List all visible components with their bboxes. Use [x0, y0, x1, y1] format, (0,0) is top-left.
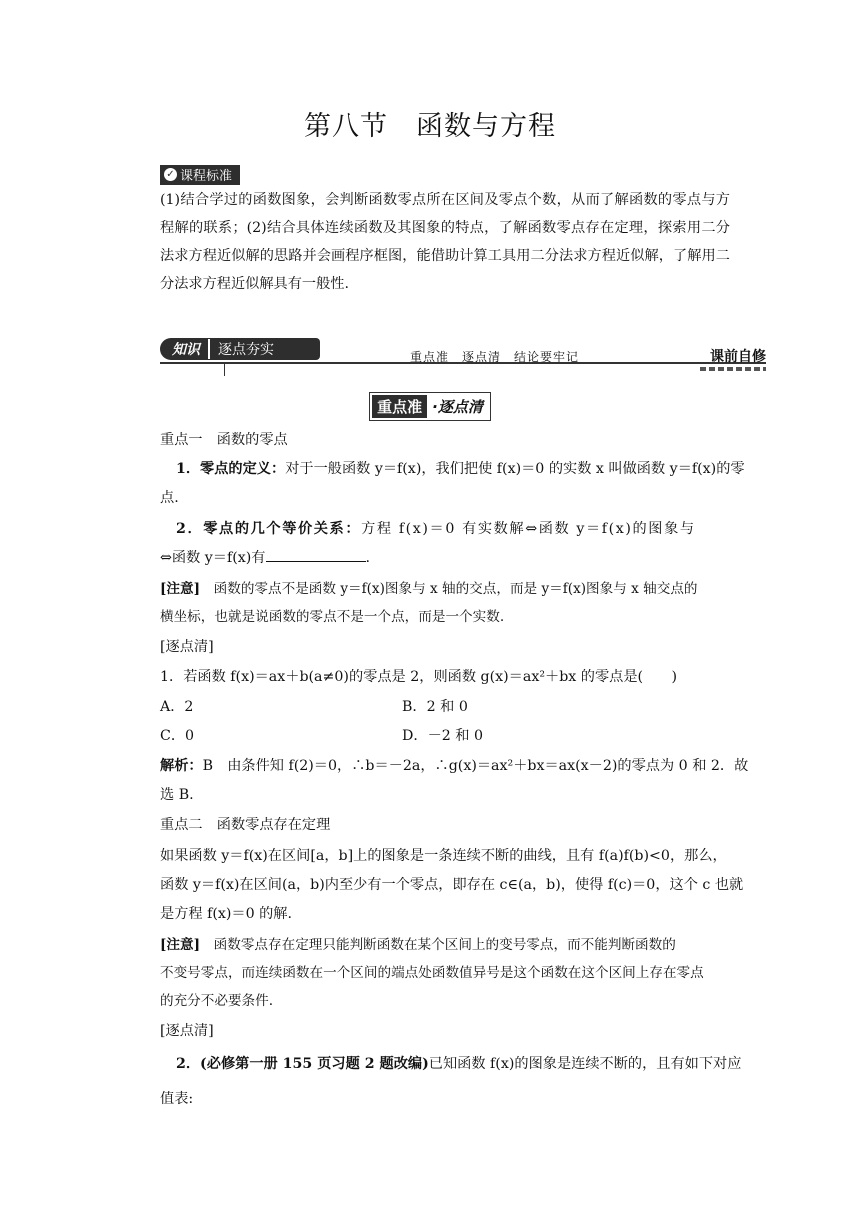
- center-badge: [0, 392, 860, 421]
- equivalence-label: 2．零点的几个等价关系：: [176, 521, 362, 537]
- note-2-cont-1: 不变号零点，而连续函数在一个区间的端点处函数值异号是这个函数在这个区间上存在零点: [160, 965, 704, 981]
- equivalence-cont: [160, 547, 370, 567]
- section-k1: 知识: [172, 342, 200, 358]
- check-icon: ✓: [164, 168, 177, 181]
- section-k2: 逐点夯实: [208, 339, 282, 359]
- option-b: B．2 和 0: [402, 699, 468, 715]
- theorem-line-3: 是方程 f(x)＝0 的解.: [160, 906, 293, 922]
- theorem-line-1: 如果函数 y＝f(x)在区间[a，b]上的图象是一条连续不断的曲线，且有 f(a)f(b)<0，那么，: [160, 848, 727, 864]
- definition-cont: 点.: [160, 490, 179, 506]
- answer-label: 解析：: [160, 758, 203, 774]
- question-2-text: 已知函数 f(x)的图象是连续不断的，且有如下对应: [428, 1056, 742, 1072]
- section-subtitle: 重点准 逐点清 结论要牢记: [410, 350, 580, 364]
- option-d: D．－2 和 0: [402, 728, 484, 744]
- zhudianqing-2: [逐点清]: [160, 1023, 214, 1039]
- note-1-text: 函数的零点不是函数 y＝f(x)图象与 x 轴的交点，而是 y＝f(x)图象与 x 轴交点的: [200, 581, 698, 597]
- option-a: A．2: [160, 699, 194, 715]
- section-pill: [160, 338, 320, 360]
- key-point-1: 重点一 函数的零点: [160, 432, 288, 448]
- note-1-cont: 横坐标，也就是说函数的零点不是一个点，而是一个实数.: [160, 609, 505, 625]
- option-c: C．0: [160, 728, 195, 744]
- section-header: [160, 338, 766, 374]
- question-2-label: 2．(必修第一册 155 页习题 2 题改编): [176, 1056, 429, 1072]
- note-2-cont-2: 的充分不必要条件.: [160, 993, 274, 1009]
- equivalence-line: [176, 518, 696, 538]
- key-point-2: 重点二 函数零点存在定理: [160, 817, 331, 833]
- note-1-label: [注意]: [160, 581, 201, 597]
- note-2: [160, 933, 676, 953]
- center-badge-a: 重点准: [372, 395, 427, 418]
- section-right-label: 课前自修: [710, 349, 766, 365]
- question-2: [176, 1053, 741, 1073]
- course-standard-badge: [160, 162, 240, 185]
- zhudianqing-1: [逐点清]: [160, 639, 214, 655]
- section-tick: [224, 362, 225, 376]
- equivalence-cont-b: .: [365, 550, 371, 566]
- question-1: 1．若函数 f(x)＝ax＋b(a≠0)的零点是 2，则函数 g(x)＝ax²＋bx 的零点是( ): [160, 669, 677, 685]
- center-badge-b: ·逐点清: [432, 398, 483, 416]
- fill-blank[interactable]: [266, 547, 366, 562]
- definition-line: [176, 458, 745, 478]
- note-2-label: [注意]: [160, 937, 201, 953]
- answer-1: [160, 755, 748, 775]
- course-standard-text: (1)结合学过的函数图象，会判断函数零点所在区间及零点个数，从而了解函数的零点与方程解的联系；(2)结合具体连续函数及其图象的特点，了解函数零点存在定理，探索用二分法求方程近似解的思路并会画程序框图，能借助计算工具用二分法求方程近似解，了解用二分法求方程近似解具有一般性.: [160, 192, 730, 292]
- note-1: [160, 577, 698, 597]
- section-dashes: [700, 367, 766, 371]
- definition-label: 1．零点的定义：: [176, 461, 286, 477]
- answer-1-cont: 选 B.: [160, 787, 194, 803]
- answer-text: B 由条件知 f(2)＝0，∴b＝－2a，∴g(x)＝ax²＋bx＝ax(x－2)的零点为 0 和 2．故: [202, 758, 749, 774]
- definition-text: 对于一般函数 y＝f(x)，我们把使 f(x)＝0 的实数 x 叫做函数 y＝f(x)的零: [285, 461, 745, 477]
- course-standard-label: 课程标准: [180, 169, 233, 184]
- equivalence-cont-a: ⇔函数 y＝f(x)有: [160, 550, 266, 566]
- note-2-text: 函数零点存在定理只能判断函数在某个区间上的变号零点，而不能判断函数的: [200, 937, 676, 953]
- question-2-cont: 值表:: [160, 1091, 194, 1107]
- equivalence-text: 方程 f(x)＝0 有实数解⇔函数 y＝f(x)的图象与: [361, 521, 696, 537]
- page-title: 第八节 函数与方程: [304, 111, 556, 142]
- theorem-line-2: 函数 y＝f(x)在区间(a，b)内至少有一个零点，即存在 c∈(a，b)，使得 f(c)＝0，这个 c 也就: [160, 877, 744, 893]
